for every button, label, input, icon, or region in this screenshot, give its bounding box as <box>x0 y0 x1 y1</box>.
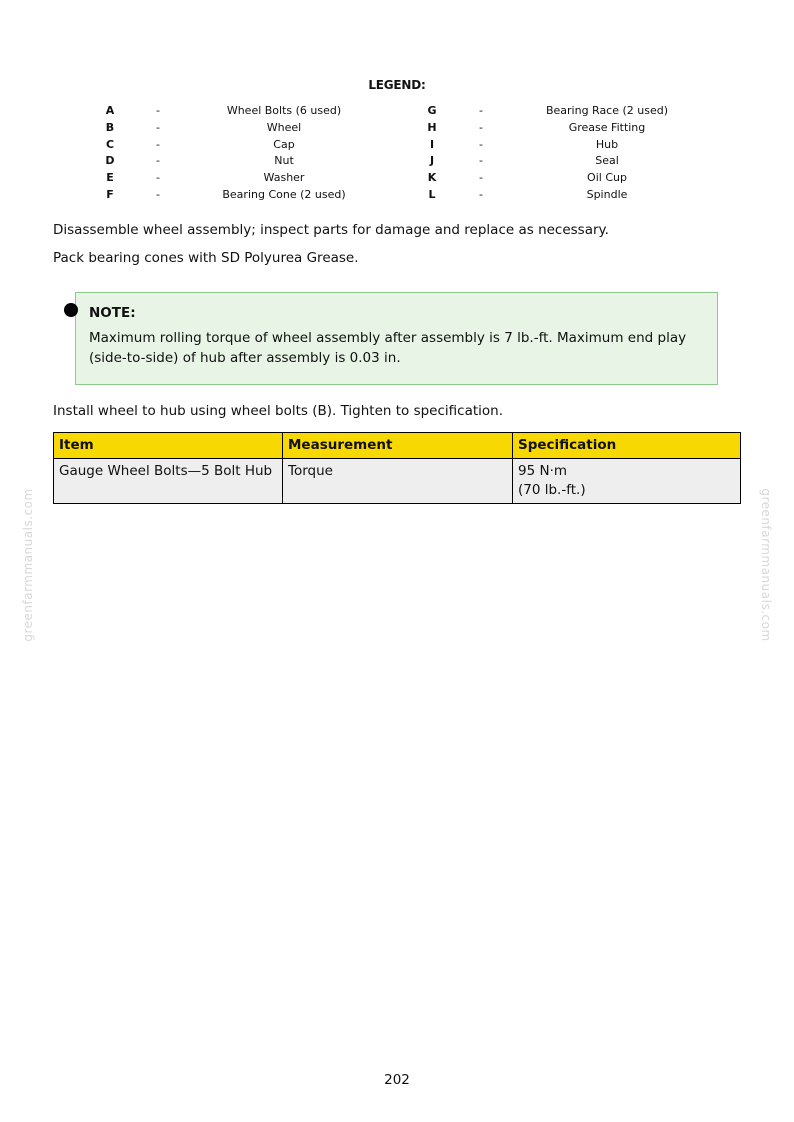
legend-dash: - <box>156 104 160 117</box>
legend-value: Wheel <box>266 120 302 134</box>
legend-key: G <box>427 104 437 117</box>
install-paragraph: Install wheel to hub using wheel bolts (B). Tighten to specification. <box>53 403 504 419</box>
legend-key: C <box>105 137 115 151</box>
note-body: Maximum rolling torque of wheel assembly after assembly is 7 lb.-ft. Maximum end play (side-to-side) of hub after assembly is 0.03 in. <box>89 330 687 366</box>
legend-row <box>0 138 794 155</box>
legend-value: Wheel Bolts (6 used) <box>226 104 342 117</box>
legend-value: Cap <box>273 137 295 151</box>
legend-dash: - <box>479 154 483 168</box>
legend-value: Oil Cup <box>587 171 627 185</box>
legend-value: Hub <box>595 137 619 151</box>
legend-row <box>0 154 794 171</box>
legend-value: Bearing Cone (2 used) <box>222 187 346 201</box>
legend-value: Nut <box>274 154 294 168</box>
legend-dash: - <box>156 120 160 134</box>
legend-dash: - <box>479 187 483 201</box>
legend-key: H <box>427 120 437 134</box>
legend-row <box>0 171 794 188</box>
legend-key: A <box>105 104 115 117</box>
legend-dash: - <box>479 120 483 134</box>
spec-imperial: (70 lb.-ft.) <box>518 482 586 498</box>
legend-key: D <box>105 154 115 168</box>
legend-dash: - <box>156 187 160 201</box>
watermark-right: greenfarmmanuals.com <box>759 488 773 642</box>
header-specification: Specification <box>513 433 741 459</box>
spec-metric: 95 N·m <box>518 463 568 479</box>
table-header-row <box>54 433 741 459</box>
legend-key: K <box>427 171 437 185</box>
legend-dash: - <box>156 171 160 185</box>
table-row <box>54 459 741 504</box>
legend-value: Spindle <box>586 187 628 201</box>
legend-row <box>0 104 794 121</box>
legend-key: L <box>428 187 436 201</box>
legend-dash: - <box>156 154 160 168</box>
legend-key: F <box>106 187 114 201</box>
legend-value: Bearing Race (2 used) <box>545 104 669 117</box>
legend-value: Washer <box>263 171 305 185</box>
spec-table <box>53 432 741 504</box>
note-bullet-icon <box>64 303 78 317</box>
cell-specification <box>513 459 741 504</box>
legend <box>0 104 794 205</box>
legend-row <box>0 121 794 138</box>
legend-key: B <box>105 120 115 134</box>
legend-row <box>0 188 794 205</box>
legend-value: Seal <box>595 154 619 168</box>
watermark-left: greenfarmmanuals.com <box>21 488 35 642</box>
note-title: NOTE: <box>89 305 136 321</box>
note-box <box>75 292 718 385</box>
legend-value: Grease Fitting <box>568 120 646 134</box>
header-measurement: Measurement <box>283 433 513 459</box>
header-item: Item <box>54 433 283 459</box>
cell-item: Gauge Wheel Bolts—5 Bolt Hub <box>54 459 283 504</box>
legend-dash: - <box>479 171 483 185</box>
legend-dash: - <box>479 104 483 117</box>
legend-key: E <box>106 171 114 185</box>
legend-dash: - <box>479 137 483 151</box>
disassemble-paragraph: Disassemble wheel assembly; inspect parts for damage and replace as necessary. <box>53 222 609 238</box>
page-number: 202 <box>384 1072 410 1088</box>
pack-bearing-paragraph: Pack bearing cones with SD Polyurea Grease. <box>53 250 359 266</box>
legend-dash: - <box>156 137 160 151</box>
cell-measurement: Torque <box>283 459 513 504</box>
legend-key: J <box>429 154 435 168</box>
legend-title: LEGEND: <box>368 78 426 92</box>
legend-key: I <box>429 137 435 151</box>
